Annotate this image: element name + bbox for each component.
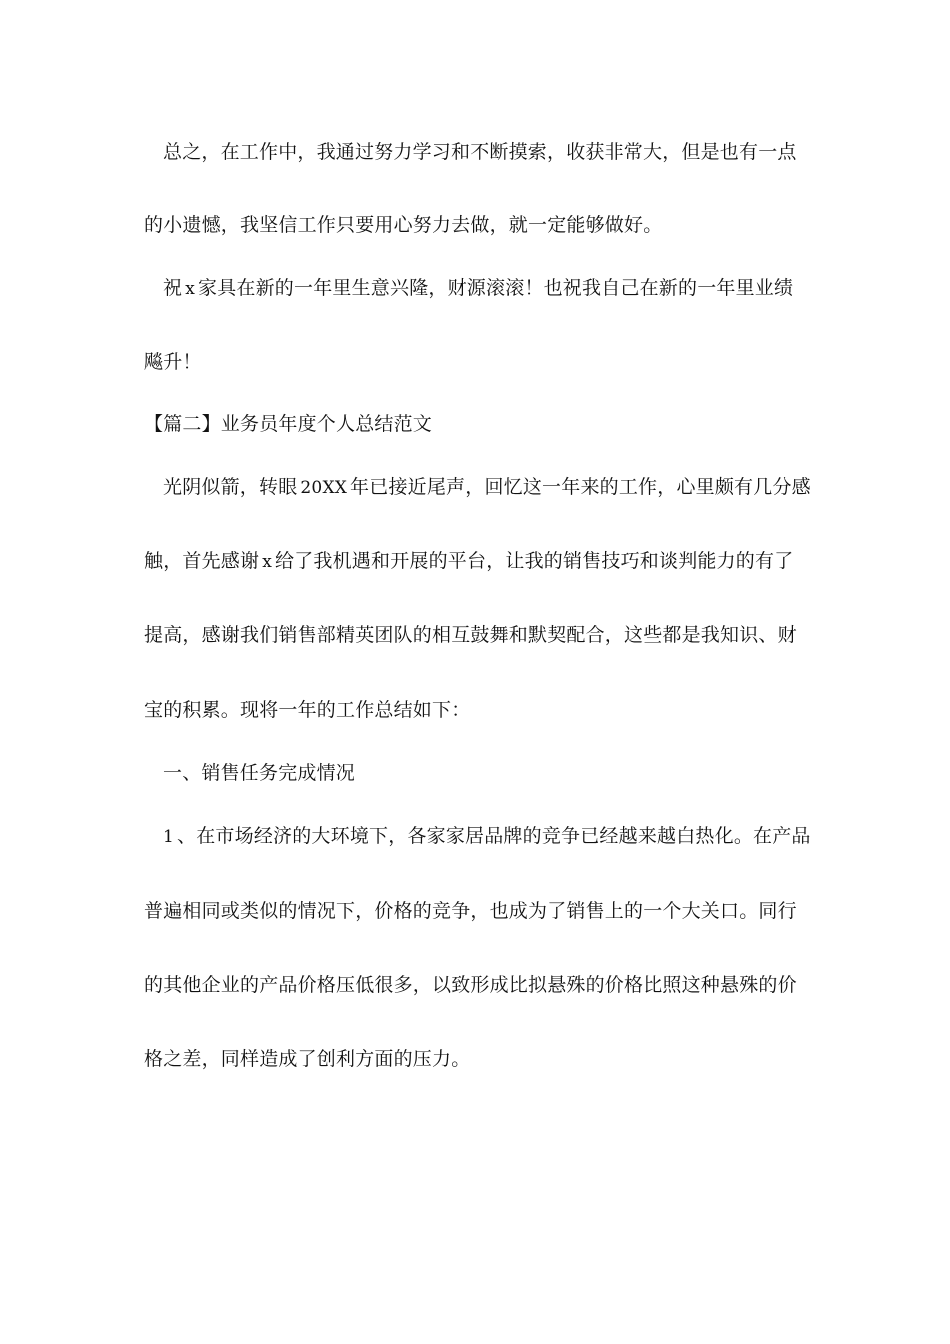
paragraph-line-7 [144, 622, 797, 648]
heading-text: 【篇二】业务员年度个人总结范文 [144, 413, 433, 435]
text-segment: 、在市场经济的大环境下，各家家居品牌的竞争已经越来越白热化。在产品 [177, 825, 811, 847]
text-segment: 家具在新的一年里生意兴隆，财源滚滚！也祝我自己在新的一年里业绩 [198, 277, 794, 299]
section-heading [144, 411, 432, 437]
list-number: 1 [163, 827, 175, 847]
paragraph-line-12 [144, 1046, 470, 1072]
paragraph-line-11 [144, 972, 797, 998]
paragraph-line-8 [144, 697, 470, 723]
year-placeholder: 20XX [300, 478, 348, 498]
text-segment: 祝 [163, 277, 183, 299]
paragraph-line-9 [163, 823, 811, 850]
text-segment: 飚升！ [144, 351, 202, 373]
paragraph-line-6 [144, 548, 793, 575]
text-segment: 格之差，同样造成了创利方面的压力。 [144, 1048, 471, 1070]
subheading [163, 760, 355, 786]
paragraph-line-3 [163, 275, 793, 302]
placeholder-x: x [262, 552, 272, 572]
text-segment: 提高，感谢我们销售部精英团队的相互鼓舞和默契配合，这些都是我知识、财 [144, 624, 797, 646]
text-segment: 触，首先感谢 [144, 550, 260, 572]
text-segment: 的其他企业的产品价格压低很多，以致形成比拟悬殊的价格比照这种悬殊的价 [144, 974, 797, 996]
paragraph-line-5 [163, 474, 811, 501]
placeholder-x: x [185, 279, 195, 299]
text-segment: 总之，在工作中，我通过努力学习和不断摸索，收获非常大，但是也有一点 [163, 141, 797, 163]
paragraph-line-4 [144, 349, 202, 375]
text-segment: 年已接近尾声，回忆这一年来的工作，心里颇有几分感 [350, 476, 811, 498]
subheading-text: 一、销售任务完成情况 [163, 762, 356, 784]
paragraph-line-2 [144, 212, 662, 238]
text-segment: 宝的积累。现将一年的工作总结如下： [144, 699, 471, 721]
text-segment: 普遍相同或类似的情况下，价格的竞争，也成为了销售上的一个大关口。同行 [144, 900, 797, 922]
text-segment: 给了我机遇和开展的平台，让我的销售技巧和谈判能力的有了 [275, 550, 794, 572]
paragraph-line-10 [144, 898, 797, 924]
paragraph-line-1 [163, 139, 797, 165]
text-segment: 的小遗憾，我坚信工作只要用心努力去做，就一定能够做好。 [144, 214, 663, 236]
text-segment: 光阴似箭，转眼 [163, 476, 298, 498]
